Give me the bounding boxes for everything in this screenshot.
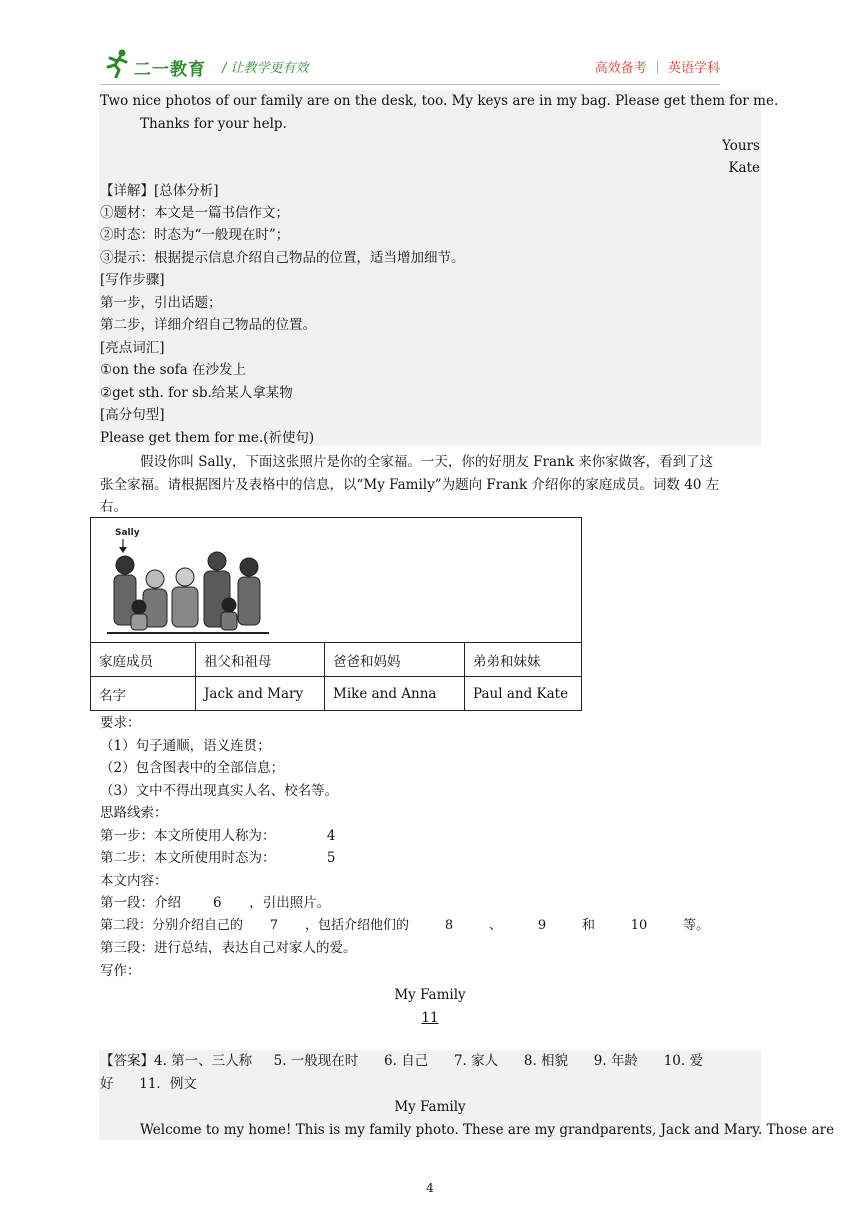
analysis-line: ②get sth. for sb.给某人拿某物 bbox=[100, 385, 293, 401]
analysis-line: 第一步，引出话题； bbox=[100, 295, 222, 311]
table-cell: Mike and Anna bbox=[325, 677, 465, 711]
letter-line: Two nice photos of our family are on the desk, too. My keys are in my bag. Please get them for me. bbox=[100, 93, 779, 109]
blank-8 bbox=[409, 918, 489, 933]
table-cell: 家庭成员 bbox=[91, 643, 196, 677]
step-text: 第二段：分别介绍自己的 bbox=[100, 918, 244, 933]
content-label: 本文内容： bbox=[100, 873, 168, 889]
prompt-line: 假设你叫 Sally，下面这张照片是你的全家福。一天，你的好朋友 Frank 来你家做客，看到了这 bbox=[140, 454, 714, 470]
analysis-line: ②时态：时态为“一般现在时”； bbox=[100, 227, 290, 243]
requirement-line: （3）文中不得出现真实人名、校名等。 bbox=[100, 783, 339, 799]
prompt-line: 张全家福。请根据图片及表格中的信息，以“My Family”为题向 Frank 介绍你的家庭成员。词数 40 左 bbox=[100, 477, 720, 493]
blank-number: 6 bbox=[213, 895, 222, 911]
blank-9 bbox=[502, 918, 582, 933]
table-cell: 名字 bbox=[91, 677, 196, 711]
table-cell: Paul and Kate bbox=[465, 677, 582, 711]
blank-number: 5 bbox=[326, 850, 336, 866]
analysis-line: 第二步，详细介绍自己物品的位置。 bbox=[100, 317, 316, 333]
blank-number: 4 bbox=[326, 828, 336, 844]
answer-line: 【答案】4. 第一、三人称 5. 一般现在时 6. 自己 7. 家人 8. 相貌 9. 年龄 10. 爱 bbox=[100, 1053, 703, 1069]
table-cell: 祖父和祖母 bbox=[196, 643, 325, 677]
step-line bbox=[100, 847, 760, 869]
runner-logo-icon bbox=[104, 48, 132, 78]
analysis-line: [亮点词汇] bbox=[100, 340, 165, 356]
step-text: ，包括介绍他们的 bbox=[305, 918, 410, 933]
blank-number: 10 bbox=[630, 918, 648, 933]
step-line bbox=[100, 825, 760, 847]
requirement-line: 思路线索： bbox=[100, 805, 168, 821]
essay-title: My Family bbox=[394, 987, 466, 1003]
step-text: 第一段：介绍 bbox=[100, 895, 181, 911]
requirement-line: （1）句子通顺，语义连贯； bbox=[100, 738, 271, 754]
analysis-line: ①on the sofa 在沙发上 bbox=[100, 362, 247, 378]
table-cell: Jack and Mary bbox=[196, 677, 325, 711]
blank-10 bbox=[595, 918, 683, 933]
blank-6 bbox=[185, 895, 249, 911]
analysis-line: ③提示：根据提示信息介绍自己物品的位置，适当增加细节。 bbox=[100, 250, 465, 266]
blank-number: 8 bbox=[444, 918, 454, 933]
blank-number: 7 bbox=[269, 918, 279, 933]
answer-essay-text: Welcome to my home! This is my family photo. These are my grandparents, Jack and Mary. Those are bbox=[140, 1122, 835, 1138]
blank-5 bbox=[276, 850, 336, 866]
table-cell: 爸爸和妈妈 bbox=[325, 643, 465, 677]
step-text: 第二步：本文所使用时态为： bbox=[100, 850, 276, 866]
paragraph-step bbox=[100, 892, 760, 914]
header-divider bbox=[100, 84, 720, 85]
requirement-line: （2）包含图表中的全部信息； bbox=[100, 760, 285, 776]
paragraph-step bbox=[100, 915, 760, 937]
analysis-line: 【详解】[总体分析] bbox=[100, 183, 219, 199]
family-photo-illustration bbox=[99, 523, 279, 639]
analysis-line: [高分句型] bbox=[100, 407, 165, 423]
page-number: 4 bbox=[426, 1181, 434, 1195]
table-cell: 弟弟和妹妹 bbox=[465, 643, 582, 677]
requirement-line: 要求： bbox=[100, 715, 141, 731]
blank-7 bbox=[243, 918, 305, 933]
step-text: 和 bbox=[582, 918, 596, 933]
logo-text: 二一教育 bbox=[134, 60, 206, 80]
step-text: 等。 bbox=[683, 918, 710, 933]
table-row bbox=[91, 677, 582, 711]
letter-signature: Kate bbox=[728, 160, 760, 176]
blank-4 bbox=[276, 828, 336, 844]
analysis-line: ①题材：本文是一篇书信作文； bbox=[100, 205, 289, 221]
writing-label: 写作： bbox=[100, 963, 141, 979]
prompt-line: 右。 bbox=[100, 499, 127, 515]
table-row bbox=[91, 643, 582, 677]
letter-line: Thanks for your help. bbox=[140, 116, 287, 132]
page-header bbox=[100, 48, 760, 82]
header-subject: 高效备考 ｜ 英语学科 bbox=[594, 61, 720, 76]
essay-blank bbox=[100, 1007, 760, 1029]
step-text: ，引出照片。 bbox=[249, 895, 331, 911]
analysis-line: Please get them for me.(祈使句) bbox=[100, 430, 315, 446]
family-info-table bbox=[90, 517, 582, 711]
paragraph-step: 第三段：进行总结，表达自己对家人的爱。 bbox=[100, 940, 357, 956]
analysis-line: [写作步骤] bbox=[100, 272, 165, 288]
family-photo-cell bbox=[91, 518, 582, 643]
answer-line: 好 11．例文 bbox=[100, 1076, 197, 1092]
blank-11: 11 bbox=[421, 1010, 439, 1026]
step-text: 第一步：本文所使用人称为： bbox=[100, 828, 276, 844]
blank-number: 9 bbox=[537, 918, 547, 933]
step-text: 、 bbox=[489, 918, 503, 933]
header-slogan: / 让教学更有效 bbox=[222, 61, 309, 76]
letter-closing: Yours bbox=[722, 138, 760, 154]
answer-essay-title: My Family bbox=[394, 1099, 466, 1115]
photo-sally-label: Sally bbox=[115, 528, 140, 538]
